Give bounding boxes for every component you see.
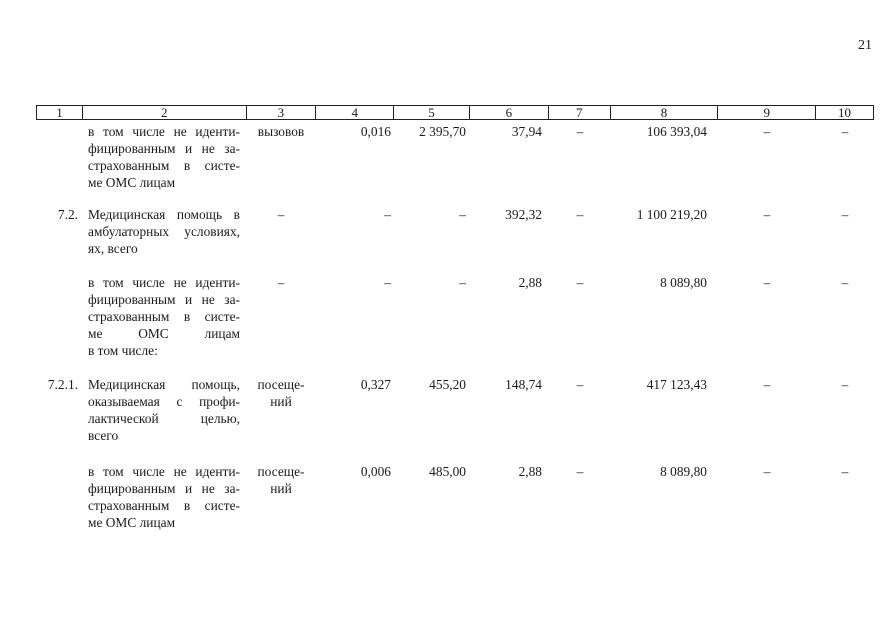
row-name-line: страхованным в систе- <box>88 498 240 513</box>
row-cell-10: – <box>841 377 849 392</box>
row-name-line: в том числе не иденти- <box>88 124 240 139</box>
row-cell-9: – <box>763 124 771 139</box>
row-cell-9: – <box>763 464 771 479</box>
row-cell-5: – <box>459 207 466 222</box>
row-unit-line: посеще- <box>257 377 305 392</box>
row-cell-10: – <box>841 275 849 290</box>
row-name-line: ме ОМС лицам <box>88 175 176 190</box>
row-cell-8: 8 089,80 <box>660 464 707 479</box>
row-name-line: ях, всего <box>88 241 138 256</box>
row-name-cell <box>88 206 240 257</box>
row-name-line: ме ОМС лицам <box>88 515 176 530</box>
row-cell-6: 2,88 <box>518 464 542 479</box>
row-cell-7: – <box>576 464 584 479</box>
row-name-line: Медицинская помощь, <box>88 377 240 392</box>
row-unit-line: ний <box>270 481 292 496</box>
row-cell-7: – <box>576 207 584 222</box>
header-cell-9: 9 <box>718 106 816 119</box>
row-name-line: Медицинская помощь в <box>88 207 240 222</box>
row-name-line: фицированным и не за- <box>88 141 240 156</box>
row-unit-line: – <box>277 275 285 290</box>
header-cell-4: 4 <box>316 106 394 119</box>
row-cell-7: – <box>576 124 584 139</box>
row-unit-line: ний <box>270 394 292 409</box>
row-unit-cell <box>250 206 312 223</box>
row-cell-10: – <box>841 464 849 479</box>
header-cell-10: 10 <box>838 105 852 120</box>
row-name-line: всего <box>88 428 119 443</box>
row-cell-4: – <box>384 207 391 222</box>
row-cell-9: – <box>763 207 771 222</box>
row-unit-line: посеще- <box>257 464 305 479</box>
page-number: 21 <box>858 38 872 53</box>
row-cell-4: 0,327 <box>360 377 391 392</box>
header-cell-2: 2 <box>83 106 247 119</box>
header-cell-5: 5 <box>394 106 470 119</box>
row-unit-line: – <box>277 207 285 222</box>
row-cell-8: 417 123,43 <box>646 377 707 392</box>
row-cell-10: – <box>841 124 849 139</box>
row-cell-4: – <box>384 275 391 290</box>
row-cell-4: 0,016 <box>360 124 391 139</box>
row-name-line: страхованным в систе- <box>88 158 240 173</box>
row-cell-5: 455,20 <box>429 377 466 392</box>
header-cell-3: 3 <box>247 106 317 119</box>
row-name-cell <box>88 123 240 191</box>
row-name-line: фицированным и не за- <box>88 292 240 307</box>
row-unit-cell <box>250 274 312 291</box>
row-unit-line: вызовов <box>257 124 305 139</box>
row-name-line: оказываемая с профи- <box>88 394 240 409</box>
row-cell-10: – <box>841 207 849 222</box>
row-unit-cell <box>250 376 312 410</box>
row-cell-8: 106 393,04 <box>646 124 707 139</box>
row-unit-cell <box>250 463 312 497</box>
row-cell-7: – <box>576 275 584 290</box>
row-cell-5: – <box>459 275 466 290</box>
row-number: 7.2. <box>57 207 78 222</box>
row-name-line: страхованным в систе- <box>88 309 240 324</box>
row-name-line: фицированным и не за- <box>88 481 240 496</box>
row-name-cell <box>88 376 240 444</box>
row-cell-8: 1 100 219,20 <box>636 207 707 222</box>
row-cell-6: 148,74 <box>505 377 542 392</box>
row-name-line: в том числе не иденти- <box>88 275 240 290</box>
row-unit-cell <box>250 123 312 140</box>
row-cell-9: – <box>763 275 771 290</box>
row-cell-7: – <box>576 377 584 392</box>
table-header-row <box>36 105 874 120</box>
row-name-line: амбулаторных условиях, <box>88 224 240 239</box>
row-cell-5: 2 395,70 <box>419 124 466 139</box>
row-cell-5: 485,00 <box>429 464 466 479</box>
row-name-cell <box>88 463 240 531</box>
header-cell-6: 6 <box>470 106 549 119</box>
row-name-line: в том числе: <box>88 343 158 358</box>
row-cell-8: 8 089,80 <box>660 275 707 290</box>
row-cell-6: 37,94 <box>511 124 542 139</box>
row-name-line: в том числе не иденти- <box>88 464 240 479</box>
row-name-line: лактической целью, <box>88 411 240 426</box>
row-name-cell <box>88 274 240 359</box>
row-name-line: ме ОМС лицам <box>88 326 240 341</box>
header-cell-8: 8 <box>611 106 719 119</box>
row-cell-4: 0,006 <box>360 464 391 479</box>
row-cell-6: 392,32 <box>505 207 542 222</box>
header-cell-7: 7 <box>549 106 611 119</box>
row-cell-9: – <box>763 377 771 392</box>
header-cell-1: 1 <box>37 106 83 119</box>
row-cell-6: 2,88 <box>518 275 542 290</box>
row-number: 7.2.1. <box>47 377 78 392</box>
